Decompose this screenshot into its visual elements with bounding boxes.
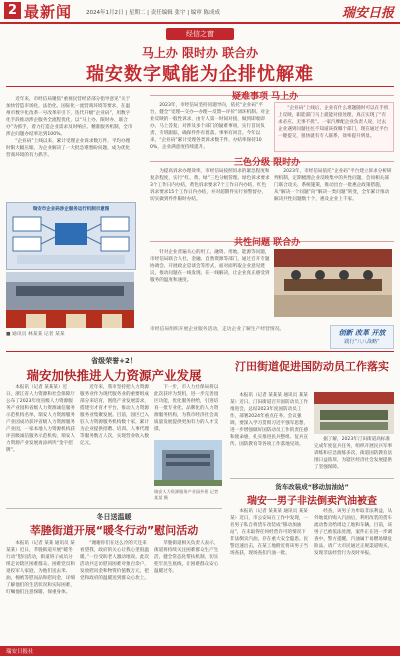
story5-col-2-text: 经查，该男子为牟取非法利益，从外地低价购入汽油后，利用改装的货车流动售卖给周边工地和车辆。目前，该男子已被依法处理，案件正在进一步调查中。警方提醒，汽油属于易燃易爆危险品，请广大市民通过正规渠道购买，发现非法经营行为及时举报。 (314, 509, 393, 556)
lead-col-5-text: 针对企业普遍关心的用工、融资、用地、能源等问题，市经信局联合人社、金融、自然资源等部门，通过召开专题协调会、开展政企恳谈会等形式，面对面听取企业意见建议，推动问题在一线发现、在一线解决，让企业真正感受到服务的温度和速度。 (150, 250, 270, 283)
lead-intro (6, 96, 134, 196)
subhead-3: 共性问题 联合办 (234, 238, 301, 248)
lead-col-3 (150, 168, 270, 232)
lead-col-1-text: 2023年，市经信局坚持问题导向，依托“企业码”平台，健全“受理—交办—办理—反馈—评价”闭环机制。对企业反映的一般性诉求，由专人第一时间对接，做到即收即办、马上答复；对涉及多个部门的疑难事项，实行首问负责、专班跟踪，确保件件有着落、事事有回音。今年以来，“企业码”累计受理各类诉求数千件，办结率保持100%，企业满意度持续提升。 (150, 103, 270, 150)
service-diagram (6, 202, 136, 270)
section-divider-2 (230, 478, 394, 479)
lead-intro-paragraph-2: “企业码”上线以来，累计受理企业诉求数万件，平均办理时限大幅压缩，为企业解决了一大批急难愁盼问题，成为优化营商环境的有力抓手。 (6, 139, 131, 158)
story3-col-1-text: 本报讯（记者 某某某 通讯员 某某某）近日，汀田街道召开国防动员工作推进会，总结2023年度国防动员工作，部署2024年重点任务。会议强调，要深入学习贯彻习近平强军思想，进一步增强做好国防动员工作的责任感和使命感，扎实推进民兵整组、征兵宣传、国防教育等各项工作落地见效。 (230, 393, 309, 447)
page-number: 2 (4, 2, 21, 19)
story5-col-1-text: 本报讯（记者 某某某 通讯员 某某某）近日，市公安局在工作中发现，一名男子私自将货车改装成“移动加油站”，在未取得任何经营许可的情况下非法倒卖汽油，存在重大安全隐患。民警迅速出击，在某工地附近将该男子当场查获，现场查扣汽油一批。 (230, 509, 309, 556)
story2-col-2-text: 近年来，我市坚持把人力资源服务业作为现代服务业的重要组成部分来培育，围绕产业发展需求，搭建引才育才平台，推动人力资源服务业集聚发展。目前，园区已入驻人力资源服务机构数十家，累计为企业提供招聘、培训、人事代理等服务数万人次，实现营业收入数亿元。 (80, 385, 149, 446)
promo-line-2: 践行“八八战略” (344, 339, 380, 345)
hr-park-photo-graphic (154, 440, 222, 486)
promo-caption: 市经信局组织开展企业服务活动，走访企业了解生产经营情况。 (150, 327, 285, 332)
story2-title: 瑞安加快推进人力资源产业发展 (26, 368, 202, 383)
lead-intro-paragraph-1: 近年来，市经信局聚焦“重视民营经济部分指导意见”关于加快营造市场化、法治化、国际化一流营商环境等要求，在温州市数字化改革一号改革牵引下，迭代升级“企业码”，用数字化手段推动涉企服务全流程优化，以“马上办、限时办、联合办”为抓手，着力打造企业需求及时响应、精准服务机制，全市涉企问题办结率达到100%。 (6, 97, 133, 137)
meeting-photo-graphic (274, 249, 392, 317)
story4-col-2 (80, 540, 150, 642)
story4-col-1-text: 本报讯（记者 某某 通讯员 某某某）近日，莘塍街道开展“暖冬行动”慰问活动，街道班子成员分组走访辖区困难群众、困难党员和退役军人家庭，为他们送去米、油、棉被等慰问品和慰问金，详细了解他们的生活状况和实际困难，叮嘱他们注意保暖、保重身体。 (6, 541, 75, 595)
lead-byline: ■ 通讯员 林某某 记者 某某 (6, 332, 65, 337)
page-footer (0, 646, 400, 656)
lead-col-5 (150, 249, 270, 321)
quote-box-1 (274, 102, 394, 152)
lead-col-2 (278, 105, 390, 149)
story4-col-3 (154, 540, 222, 642)
section-name: 最新闻 (24, 3, 73, 21)
story5-col-1 (230, 508, 310, 642)
diagram-title: 瑞安市企业码涉企服务运行机制示意图 (32, 207, 110, 212)
story3-col-1 (230, 392, 310, 474)
defense-photo-graphic (314, 392, 394, 434)
story3-col-2-text: 据了解，2023年汀田街道高标准完成年度征兵任务，组织开展民兵军事训练和应急演练多次，街道国防教育氛围日益浓厚，为辖区经济社会发展提供了坚强保障。 (314, 437, 393, 470)
story4-col-2-text: “谢谢你们在这么冷的天还来看望我，政府的关心让我心里很温暖。”一位受助老人激动地说。此次活动共走访慰问困难对象百余户，发放慰问金和物资价值数万元，把党和政府的温暖送到群众心坎上。 (80, 541, 149, 581)
story4-col-1 (6, 540, 76, 642)
story2-caption: 瑞安人力资源服务产业园外景 记者 某某 摄 (154, 489, 219, 500)
hr-park-photo (154, 440, 222, 486)
header-meta: 2024年1月2日 | 星期二 | 责任编辑 张宇 | 编审 陈成成 (86, 10, 221, 16)
lead-col-1 (150, 102, 270, 150)
story2-col-1 (6, 384, 76, 504)
story2-col-3 (154, 384, 222, 438)
meeting-photo (274, 249, 392, 317)
story4-col-3-text: 莘塍街道相关负责人表示，街道将持续关注困难群众生产生活，健全常态化帮扶机制，切实兜牢民生底线，让困难群众安心温暖过冬。 (154, 541, 219, 574)
story5-col-2 (314, 508, 394, 642)
lead-col-4 (274, 168, 392, 232)
lead-divider (6, 86, 394, 87)
newspaper-logo: 瑞安日报 (341, 6, 394, 21)
diagram-graphic (7, 203, 135, 269)
story2-kicker: 省级荣誉+2！ (91, 357, 137, 365)
defense-photo (314, 392, 394, 434)
story2-col-1-text: 本报讯（记者 某某某）近日，浙江省人力资源和社会保障厅公布了2023年度省级人力资源服务产业园和省级人力资源诚信服务示范机构名单，瑞安人力资源服务产业园成功获评省级人力资源服务产业园，一家本地人力资源机构获评省级诚信服务示范机构，瑞安人力资源产业发展再添两块“金字招牌”。 (6, 385, 75, 453)
story2-col-2 (80, 384, 150, 504)
section-divider-3 (6, 508, 222, 509)
building-photo (6, 272, 134, 328)
footer-text: 瑞安日报社 (6, 649, 34, 655)
story2-col-3-text: 下一步，市人力社保局将以此次获评为契机，进一步完善园区功能，优化服务供给，引进培育一批专业化、品牌化的人力资源服务机构，为我市经济社会高质量发展提供更加有力的人才支撑。 (154, 385, 219, 432)
lead-col-4-text: 2023年，市经信局依托“企业码”平台建立诉求分析研判机制，定期梳理企业反映集中的共性问题，会同相关部门联合攻关、系统施策，推动出台一批惠企政策措施，从“解决一个问题”向“解决一类问题”转变，全年累计推动解决共性问题数十个，惠及企业上千家。 (274, 169, 392, 202)
section-divider-1 (6, 351, 394, 352)
story5-title: 瑞安一男子非法倒卖汽油被查 (247, 496, 377, 507)
building-photo-graphic (6, 272, 134, 328)
subhead-2: 三色分级 限时办 (234, 158, 301, 168)
lead-headline: 瑞安数字赋能为企排忧解难 (86, 64, 314, 85)
promo-line-1: 创新 改革 开放 (338, 329, 386, 337)
story3-col-2 (314, 436, 394, 474)
page-header (0, 0, 400, 24)
subhead-1: 疑难事项 马上办 (232, 92, 299, 102)
story4-kicker: 冬日送温暖 (96, 513, 132, 521)
story5-kicker: 货车改装成“移动加油站” (275, 483, 349, 491)
promo-badge (330, 325, 394, 349)
lead-col-3-text: 为提高诉求办理效率，市经信局按照诉求的紧急程度和复杂程度，实行“红、黄、绿”三色分级管理。绿色诉求要求3个工作日内办结，黄色诉求要求7个工作日内办结，红色诉求要求15个工作日内办结，并对超期件实行预警督办，切实做到件件限时办结。 (150, 169, 270, 202)
column-theme-badge: 经信之窗 (166, 28, 234, 40)
lead-kicker: 马上办 限时办 联合办 (141, 46, 259, 60)
story4-title: 莘塍街道开展“暖冬行动”慰问活动 (29, 524, 199, 537)
lead-col-2-text: “企业码”上线后，企业有什么难题随时可以在手机上反映，职能部门马上就能对接处理，真正实现了“有求必应、无事不扰”。一家汽摩配企业负责人说，过去企业遇到问题往往不知道该找哪个部门，现在通过平台一键提交，很快就有专人联系，效率提升明显。 (278, 106, 389, 139)
story3-title: 汀田街道促进国防动员工作落实 (235, 360, 389, 373)
